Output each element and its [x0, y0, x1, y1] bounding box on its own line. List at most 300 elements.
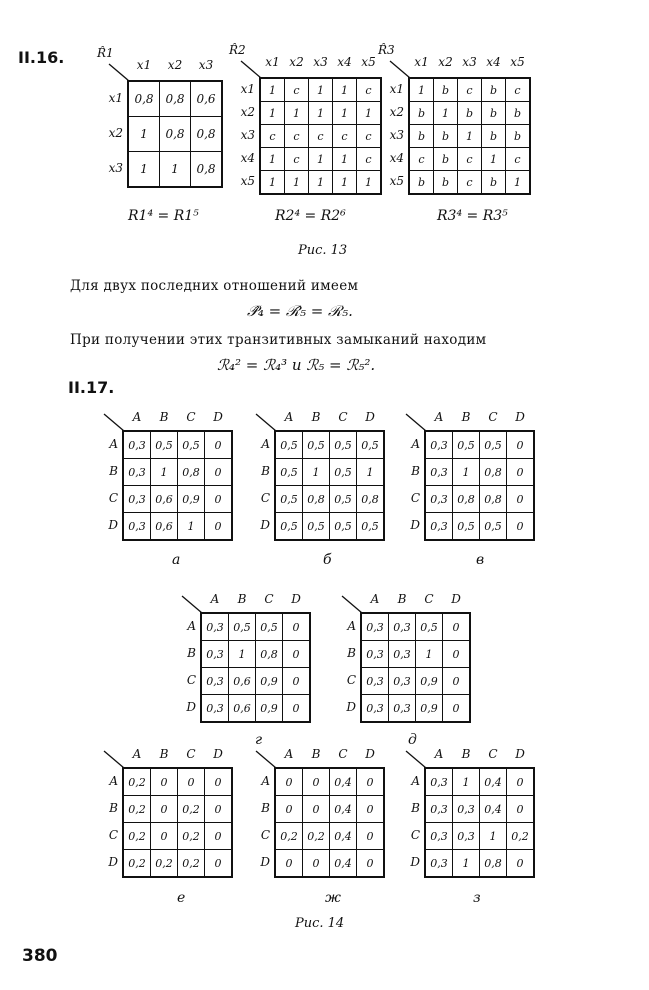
matrix-cell: 0,8 [191, 152, 223, 188]
page-number: 380 [22, 946, 58, 966]
matrix-cell: 0 [507, 850, 535, 878]
matrix-cell: 0,4 [330, 823, 357, 850]
matrix-cell: 0,3 [389, 641, 416, 668]
table-row [123, 513, 232, 541]
matrix-cell: 1 [333, 102, 357, 125]
matrix-cell: 0,5 [275, 486, 303, 513]
fig14-matrix-6-grid [122, 767, 233, 878]
matrix-cell: c [309, 125, 333, 148]
matrix-cell: 0 [303, 850, 330, 878]
formula-2: ℛ₄² = ℛ₄³ и ℛ₅ = ℛ₅². [217, 356, 376, 374]
matrix-cell: 1 [229, 641, 256, 668]
matrix-cell: 1 [416, 641, 443, 668]
column-header: C [186, 747, 196, 761]
table-row [275, 431, 384, 459]
matrix-cell: 0 [443, 695, 471, 723]
matrix-cell: 1 [303, 459, 330, 486]
row-header: C [410, 491, 420, 505]
table-row [275, 796, 384, 823]
column-header: x5 [510, 55, 525, 69]
matrix-cell: 0,5 [330, 486, 357, 513]
matrix-cell: 0,3 [201, 695, 229, 723]
corner-diagonal-line [182, 596, 202, 613]
matrix-cell: 1 [260, 148, 285, 171]
table-row [260, 78, 381, 102]
figure-sublabel: б [323, 552, 332, 568]
matrix-cell: 1 [333, 78, 357, 102]
matrix-cell: b [434, 125, 458, 148]
matrix-cell: c [458, 171, 482, 195]
row-header: A [261, 437, 270, 451]
matrix-cell: 1 [357, 171, 382, 195]
column-header: C [338, 747, 348, 761]
matrix-cell: 0,2 [178, 823, 205, 850]
column-header: A [370, 592, 380, 606]
corner-diagonal [102, 749, 126, 769]
table-row [201, 668, 310, 695]
matrix-cell: 1 [285, 171, 309, 195]
matrix-cell: 1 [151, 459, 178, 486]
table-row [128, 117, 222, 152]
matrix-cell: 0 [275, 768, 303, 796]
matrix-cell: 0,4 [480, 768, 507, 796]
table-row [123, 459, 232, 486]
column-header: x1 [136, 58, 152, 72]
corner-diagonal [107, 62, 131, 82]
column-header: C [488, 747, 498, 761]
matrix-equation: R3⁴ = R3⁵ [437, 208, 508, 224]
table-row [275, 459, 384, 486]
figure-sublabel: ж [325, 890, 341, 906]
table-row [409, 78, 530, 102]
figure-13-caption: Рис. 13 [298, 243, 348, 258]
row-header: A [411, 774, 420, 788]
column-header: C [186, 410, 196, 424]
matrix-cell: 1 [409, 78, 434, 102]
matrix-cell: 0 [205, 431, 233, 459]
matrix-cell: 0,3 [389, 668, 416, 695]
row-header: x4 [389, 151, 404, 165]
problem-label-ii-16: II.16. [18, 48, 65, 67]
matrix-cell: 0,2 [123, 768, 151, 796]
formula-1: 𝒫̂₄ = ℛ̂₅ = ℛ₅. [247, 302, 353, 320]
matrix-cell: 0 [151, 768, 178, 796]
matrix-cell: 0,5 [178, 431, 205, 459]
matrix-cell: 0,3 [425, 823, 453, 850]
matrix-cell: 0 [357, 768, 385, 796]
table-row [425, 768, 534, 796]
matrix-cell: b [434, 148, 458, 171]
matrix-cell: b [506, 102, 531, 125]
matrix-cell: c [285, 78, 309, 102]
column-header: C [424, 592, 434, 606]
row-header: D [260, 855, 270, 869]
table-row [260, 125, 381, 148]
column-header: D [213, 410, 223, 424]
row-header: B [187, 646, 196, 660]
column-header: x4 [337, 55, 352, 69]
table-row [128, 152, 222, 188]
row-header: D [410, 855, 420, 869]
matrix-cell: 1 [309, 78, 333, 102]
corner-diagonal [254, 412, 278, 432]
matrix-equation: R2⁴ = R2⁶ [275, 208, 346, 224]
row-header: C [410, 828, 420, 842]
matrix-cell: 0,2 [123, 796, 151, 823]
column-header: x2 [438, 55, 453, 69]
fig14-matrix-1-grid [122, 430, 233, 541]
table-row [425, 486, 534, 513]
column-header: A [132, 410, 142, 424]
figure-sublabel: а [172, 552, 181, 568]
matrix-cell: 0 [205, 486, 233, 513]
matrix-cell: 0,8 [303, 486, 330, 513]
row-header: B [109, 464, 118, 478]
column-header: D [515, 410, 525, 424]
matrix-cell: c [333, 125, 357, 148]
table-row [425, 459, 534, 486]
column-header: B [397, 592, 407, 606]
row-header: x2 [108, 126, 123, 140]
matrix-cell: c [458, 148, 482, 171]
figure-sublabel: д [408, 732, 417, 748]
matrix-cell: 0,9 [416, 668, 443, 695]
matrix-cell: 0,3 [123, 513, 151, 541]
row-header: A [109, 437, 118, 451]
corner-diagonal-line [406, 414, 426, 431]
matrix-cell: 0 [507, 768, 535, 796]
matrix-cell: 0 [283, 695, 311, 723]
matrix-cell: 0,3 [425, 431, 453, 459]
matrix-cell: 1 [285, 102, 309, 125]
corner-diagonal-line [342, 596, 362, 613]
matrix-cell: 0,5 [330, 513, 357, 541]
matrix-cell: 0,5 [357, 513, 385, 541]
matrix-cell: 1 [260, 102, 285, 125]
matrix-cell: 0,5 [275, 459, 303, 486]
matrix-cell: 0 [443, 641, 471, 668]
matrix-cell: 0 [178, 768, 205, 796]
matrix-cell: 0 [205, 823, 233, 850]
matrix-cell: 0,5 [357, 431, 385, 459]
matrix-name: R̂3 [378, 43, 395, 57]
matrix-cell: 0 [151, 823, 178, 850]
column-header: x1 [265, 55, 280, 69]
matrix-cell: 0,3 [201, 668, 229, 695]
corner-diagonal [239, 59, 263, 79]
matrix-cell: 0,9 [416, 695, 443, 723]
column-header: D [515, 747, 525, 761]
figure-sublabel: з [473, 890, 481, 906]
matrix-cell: 0,5 [480, 513, 507, 541]
matrix-cell: 0 [303, 796, 330, 823]
matrix-cell: 1 [482, 148, 506, 171]
matrix-cell: 0,5 [453, 431, 480, 459]
table-row [425, 823, 534, 850]
matrix-cell: 0,2 [275, 823, 303, 850]
table-row [201, 695, 310, 723]
table-row [128, 81, 222, 117]
matrix-cell: 0 [357, 850, 385, 878]
corner-diagonal-line [256, 751, 276, 768]
matrix-cell: b [482, 102, 506, 125]
matrix-cell: 0 [205, 768, 233, 796]
row-header: A [411, 437, 420, 451]
table-row [260, 171, 381, 195]
matrix-cell: 0 [507, 459, 535, 486]
matrix-cell: 0,5 [303, 513, 330, 541]
matrix-cell: 0,2 [507, 823, 535, 850]
matrix-cell: 1 [178, 513, 205, 541]
row-header: C [108, 491, 118, 505]
matrix-cell: 0,3 [389, 695, 416, 723]
matrix-cell: 0,3 [425, 768, 453, 796]
corner-diagonal [404, 412, 428, 432]
corner-diagonal-line [104, 751, 124, 768]
matrix-cell: 0,3 [201, 641, 229, 668]
matrix-cell: b [506, 125, 531, 148]
matrix-cell: 0,8 [480, 486, 507, 513]
matrix-cell: 1 [458, 125, 482, 148]
matrix-cell: 0,8 [480, 850, 507, 878]
matrix-cell: c [506, 78, 531, 102]
row-header: D [410, 518, 420, 532]
matrix-cell: b [482, 171, 506, 195]
figure-sublabel: е [177, 890, 186, 906]
row-header: A [109, 774, 118, 788]
matrix-cell: 0,5 [229, 613, 256, 641]
matrix-cell: c [285, 148, 309, 171]
figure-14-caption: Рис. 14 [295, 916, 345, 931]
fig13-matrix-2-grid [259, 77, 382, 195]
matrix-cell: 1 [453, 768, 480, 796]
table-row [425, 431, 534, 459]
fig13-matrix-1-grid [127, 80, 223, 188]
row-header: B [411, 464, 420, 478]
matrix-cell: 0,3 [425, 459, 453, 486]
matrix-cell: 0 [205, 513, 233, 541]
matrix-cell: 1 [309, 171, 333, 195]
table-row [275, 513, 384, 541]
matrix-cell: 0,3 [425, 513, 453, 541]
column-header: x1 [414, 55, 429, 69]
matrix-cell: c [458, 78, 482, 102]
matrix-cell: b [409, 125, 434, 148]
row-header: x3 [240, 128, 255, 142]
matrix-cell: c [357, 125, 382, 148]
matrix-cell: 1 [128, 152, 160, 188]
column-header: B [311, 747, 321, 761]
row-header: C [108, 828, 118, 842]
table-row [123, 768, 232, 796]
row-header: x1 [389, 82, 404, 96]
row-header: C [346, 673, 356, 687]
matrix-cell: 1 [506, 171, 531, 195]
row-header: D [108, 855, 118, 869]
row-header: A [261, 774, 270, 788]
matrix-equation: R1⁴ = R1⁵ [128, 208, 199, 224]
matrix-cell: 1 [333, 171, 357, 195]
row-header: x1 [108, 91, 123, 105]
column-header: C [338, 410, 348, 424]
matrix-cell: 1 [160, 152, 191, 188]
column-header: D [451, 592, 461, 606]
matrix-cell: 0 [205, 796, 233, 823]
corner-diagonal [404, 749, 428, 769]
matrix-cell: b [434, 78, 458, 102]
corner-diagonal [388, 59, 412, 79]
matrix-cell: c [357, 78, 382, 102]
matrix-cell: 0 [151, 796, 178, 823]
matrix-cell: b [458, 102, 482, 125]
column-header: B [159, 410, 169, 424]
corner-diagonal-line [109, 64, 129, 81]
column-header: A [132, 747, 142, 761]
column-header: B [461, 410, 471, 424]
matrix-cell: 0,4 [330, 768, 357, 796]
fig14-matrix-5-grid [360, 612, 471, 723]
table-row [361, 641, 470, 668]
matrix-cell: 1 [357, 459, 385, 486]
table-row [409, 125, 530, 148]
column-header: x2 [167, 58, 183, 72]
matrix-cell: c [506, 148, 531, 171]
row-header: B [411, 801, 420, 815]
corner-diagonal-line [241, 61, 261, 78]
table-row [275, 850, 384, 878]
table-row [260, 102, 381, 125]
row-header: x3 [389, 128, 404, 142]
matrix-cell: 1 [453, 459, 480, 486]
corner-diagonal [180, 594, 204, 614]
matrix-cell: 0,5 [151, 431, 178, 459]
matrix-cell: 0,5 [480, 431, 507, 459]
table-row [361, 613, 470, 641]
column-header: x3 [313, 55, 328, 69]
column-header: A [434, 747, 444, 761]
matrix-cell: 0 [205, 850, 233, 878]
row-header: x1 [240, 82, 255, 96]
fig14-matrix-2-grid [274, 430, 385, 541]
matrix-cell: 0 [443, 613, 471, 641]
matrix-cell: 0,5 [416, 613, 443, 641]
table-row [201, 613, 310, 641]
column-header: B [159, 747, 169, 761]
matrix-cell: 0,5 [453, 513, 480, 541]
row-header: C [186, 673, 196, 687]
matrix-cell: 0,5 [275, 431, 303, 459]
matrix-cell: 0 [443, 668, 471, 695]
matrix-cell: 0,5 [256, 613, 283, 641]
row-header: x2 [240, 105, 255, 119]
corner-diagonal [254, 749, 278, 769]
matrix-cell: 0 [303, 768, 330, 796]
matrix-cell: 0,6 [191, 81, 223, 117]
row-header: D [346, 700, 356, 714]
matrix-cell: 0,3 [123, 459, 151, 486]
matrix-cell: c [285, 125, 309, 148]
matrix-cell: 0,5 [330, 431, 357, 459]
row-header: A [347, 619, 356, 633]
problem-label-ii-17: II.17. [68, 378, 115, 397]
table-row [409, 171, 530, 195]
matrix-cell: 0,4 [330, 850, 357, 878]
matrix-cell: 0 [507, 513, 535, 541]
column-header: B [237, 592, 247, 606]
figure-sublabel: в [476, 552, 485, 568]
matrix-cell: 0 [283, 613, 311, 641]
corner-diagonal-line [406, 751, 426, 768]
matrix-cell: b [409, 102, 434, 125]
matrix-cell: 0,2 [178, 850, 205, 878]
matrix-cell: 1 [260, 78, 285, 102]
matrix-cell: 0,3 [201, 613, 229, 641]
row-header: C [260, 491, 270, 505]
matrix-cell: 0 [283, 641, 311, 668]
table-row [425, 513, 534, 541]
matrix-cell: 0,6 [151, 486, 178, 513]
row-header: C [260, 828, 270, 842]
table-row [275, 823, 384, 850]
matrix-cell: 0,3 [425, 486, 453, 513]
column-header: A [434, 410, 444, 424]
matrix-cell: 0,8 [453, 486, 480, 513]
table-row [409, 148, 530, 171]
table-row [425, 850, 534, 878]
matrix-cell: 0,3 [361, 641, 389, 668]
row-header: B [261, 801, 270, 815]
row-header: D [108, 518, 118, 532]
matrix-cell: 0,8 [191, 117, 223, 152]
row-header: x3 [108, 161, 123, 175]
matrix-cell: 0,3 [453, 796, 480, 823]
matrix-cell: b [482, 78, 506, 102]
matrix-cell: 0,8 [160, 81, 191, 117]
matrix-cell: 0,8 [178, 459, 205, 486]
column-header: D [365, 747, 375, 761]
table-row [123, 431, 232, 459]
matrix-cell: 0,2 [303, 823, 330, 850]
column-header: C [264, 592, 274, 606]
matrix-cell: 0,8 [480, 459, 507, 486]
fig14-matrix-4-grid [200, 612, 311, 723]
matrix-cell: 0 [283, 668, 311, 695]
matrix-cell: c [357, 148, 382, 171]
column-header: D [213, 747, 223, 761]
matrix-cell: 0,3 [425, 850, 453, 878]
matrix-cell: c [260, 125, 285, 148]
matrix-cell: 0,9 [256, 695, 283, 723]
row-header: D [186, 700, 196, 714]
column-header: A [210, 592, 220, 606]
corner-diagonal-line [390, 61, 410, 78]
matrix-cell: 0,2 [178, 796, 205, 823]
row-header: x2 [389, 105, 404, 119]
matrix-cell: 0,2 [123, 823, 151, 850]
matrix-cell: 0 [507, 796, 535, 823]
matrix-cell: 1 [260, 171, 285, 195]
text-line-2: При получении этих транзитивных замыканий находим [70, 332, 487, 348]
matrix-cell: 0,5 [275, 513, 303, 541]
matrix-cell: 0,8 [160, 117, 191, 152]
matrix-cell: b [482, 125, 506, 148]
row-header: A [187, 619, 196, 633]
row-header: B [347, 646, 356, 660]
table-row [201, 641, 310, 668]
column-header: A [284, 747, 294, 761]
matrix-cell: 0,4 [480, 796, 507, 823]
matrix-cell: 1 [309, 102, 333, 125]
